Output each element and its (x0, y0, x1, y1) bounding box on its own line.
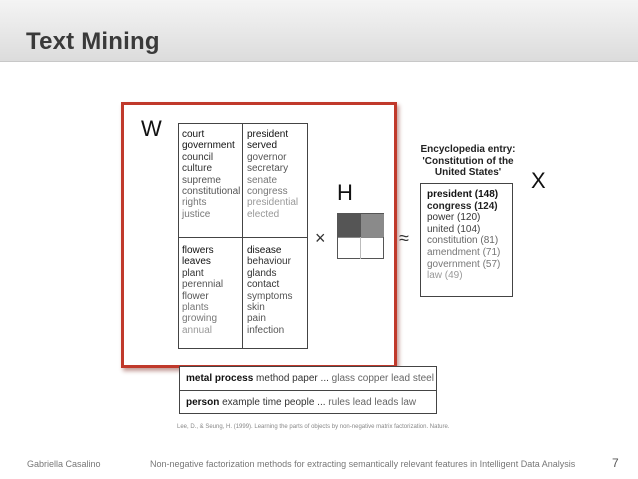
encyclopedia-title-line: United States' (434, 167, 502, 178)
topic-word: disease (247, 245, 282, 256)
topic-word: growing (182, 313, 218, 325)
vector-words-strong: metal process (186, 373, 254, 384)
topic-word: skin (247, 302, 265, 314)
list-item: president (148) (427, 189, 499, 200)
topic-word: annual (182, 324, 213, 336)
topic-word: presidential (247, 197, 299, 209)
h-matrix-divider (360, 237, 361, 259)
topic-word: behaviour (247, 256, 291, 268)
topic-word: constitutional (182, 186, 241, 198)
list-item: amendment (71) (427, 246, 501, 258)
vector-words-medium: example time people ... (222, 397, 326, 408)
encyclopedia-title-line: 'Constitution of the (422, 155, 514, 167)
matrix-label-x: X (531, 168, 546, 193)
vector-words-light: glass copper lead steel (331, 373, 434, 384)
topic-word: senate (247, 174, 278, 186)
h-matrix-cell (338, 214, 361, 237)
topic-word: congress (247, 186, 288, 198)
vector-words-medium: method paper ... (256, 373, 329, 384)
vector-words-strong: person (186, 397, 220, 408)
topic-word: infection (247, 324, 285, 336)
topic-word: government (182, 140, 235, 152)
topic-word: council (182, 151, 214, 163)
topic-word: secretary (247, 163, 289, 175)
matrix-label-h: H (337, 180, 353, 205)
page-number: 7 (612, 456, 619, 470)
footer-talk-title: Non-negative factorization methods for extracting semantically relevant features in Intelligent Data Analysis (150, 459, 576, 469)
topic-word: served (247, 140, 278, 152)
list-item: power (120) (427, 212, 481, 224)
times-symbol: × (315, 228, 326, 248)
h-matrix (337, 213, 384, 259)
topic-word: governor (247, 151, 287, 163)
approx-symbol: ≈ (399, 228, 409, 248)
encyclopedia-title-line: Encyclopedia entry: (420, 144, 516, 155)
list-item: congress (124) (427, 200, 498, 212)
topic-word: plants (182, 302, 209, 314)
topic-word: leaves (182, 256, 211, 268)
topic-word: court (182, 129, 205, 140)
topic-word: pain (247, 313, 266, 325)
list-item: law (49) (427, 270, 463, 282)
topic-word: justice (182, 208, 211, 220)
vector-row (186, 373, 434, 384)
basis-vector-box (179, 366, 437, 414)
slide-title: Text Mining (26, 28, 160, 55)
topic-word: glands (247, 267, 277, 279)
encyclopedia-word-list (420, 183, 513, 297)
list-item: constitution (81) (427, 235, 499, 247)
vector-words-light: rules lead leads law (328, 397, 417, 408)
title-bar (0, 0, 638, 62)
encyclopedia-title (418, 144, 518, 179)
list-item: united (104) (427, 223, 481, 235)
h-matrix-cell (361, 214, 384, 237)
matrix-label-w: W (141, 116, 162, 141)
vector-row (186, 397, 416, 408)
list-item: government (57) (427, 258, 501, 270)
topic-word: perennial (182, 279, 224, 291)
topic-word: flowers (182, 245, 214, 256)
topic-word: president (247, 129, 289, 140)
vector-divider (180, 390, 436, 391)
topic-word: rights (182, 197, 207, 209)
topic-word: flower (182, 290, 209, 302)
citation: Lee, D., & Seung, H. (1999). Learning the parts of objects by non-negative matrix factorization. Nature. (177, 424, 450, 430)
topic-word: supreme (182, 174, 221, 186)
topic-word: symptoms (247, 290, 293, 302)
topic-word: culture (182, 163, 213, 175)
topic-word: elected (247, 208, 280, 220)
topic-word: contact (247, 279, 280, 291)
footer-author: Gabriella Casalino (27, 459, 101, 469)
topic-word: plant (182, 267, 204, 279)
